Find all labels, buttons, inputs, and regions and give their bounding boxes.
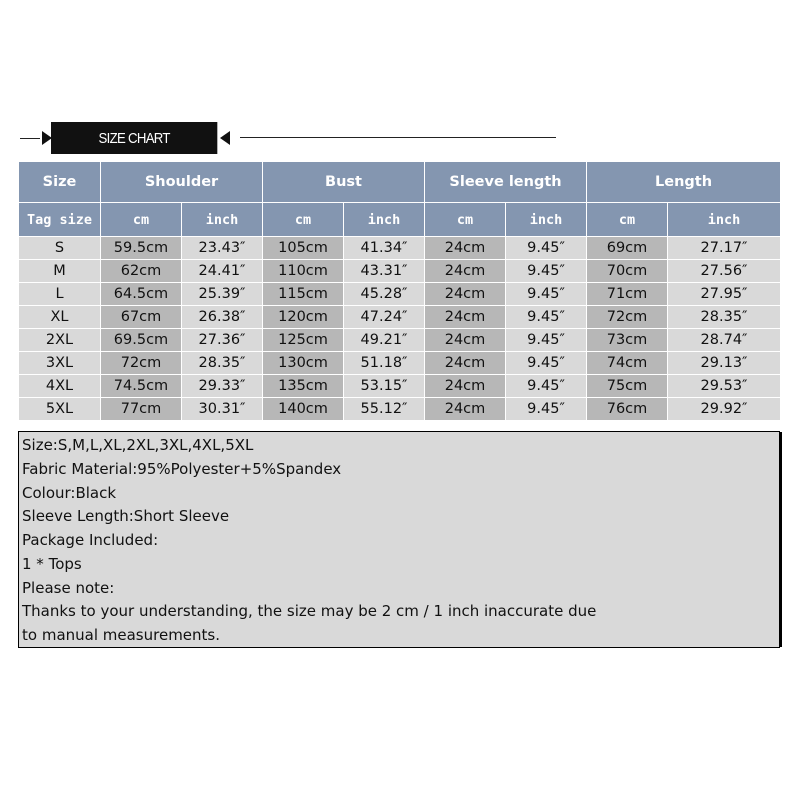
table-cell: 125cm [263,329,344,352]
table-cell: 24cm [425,237,506,260]
subheader-cell: cm [101,203,182,237]
table-cell: 69cm [587,237,668,260]
table-cell: 55.12″ [344,398,425,421]
table-cell: 69.5cm [101,329,182,352]
table-cell: 105cm [263,237,344,260]
table-cell: 110cm [263,260,344,283]
table-cell: 29.33″ [182,375,263,398]
row-size-label: 3XL [19,352,101,375]
info-package-label: Package Included: [22,531,159,549]
table-cell: 53.15″ [344,375,425,398]
table-cell: 62cm [101,260,182,283]
table-cell: 24.41″ [182,260,263,283]
row-size-label: XL [19,306,101,329]
subheader-row [19,203,781,237]
table-cell: 115cm [263,283,344,306]
subheader-cell: cm [263,203,344,237]
subheader-tag-size: Tag size [19,203,101,237]
table-row [19,352,781,375]
table-cell: 72cm [101,352,182,375]
table-cell: 135cm [263,375,344,398]
table-cell: 9.45″ [506,352,587,375]
table-cell: 43.31″ [344,260,425,283]
info-fabric-material: Fabric Material:95%Polyester+5%Spandex [22,460,342,478]
header-bust: Bust [263,162,425,203]
info-size: Size:S,M,L,XL,2XL,3XL,4XL,5XL [22,436,254,454]
row-size-label: 4XL [19,375,101,398]
table-row [19,398,781,421]
table-cell: 45.28″ [344,283,425,306]
banner-left-line [20,138,40,139]
info-note-label: Please note: [22,579,115,597]
table-cell: 25.39″ [182,283,263,306]
table-cell: 51.18″ [344,352,425,375]
table-row [19,329,781,352]
table-cell: 24cm [425,375,506,398]
table-cell: 59.5cm [101,237,182,260]
table-cell: 49.21″ [344,329,425,352]
subheader-cell: inch [668,203,781,237]
subheader-cell: cm [425,203,506,237]
table-cell: 73cm [587,329,668,352]
table-cell: 9.45″ [506,260,587,283]
table-cell: 24cm [425,398,506,421]
table-cell: 24cm [425,329,506,352]
table-cell: 9.45″ [506,375,587,398]
table-cell: 74cm [587,352,668,375]
table-cell: 71cm [587,283,668,306]
row-size-label: 2XL [19,329,101,352]
table-cell: 9.45″ [506,306,587,329]
table-cell: 64.5cm [101,283,182,306]
table-cell: 140cm [263,398,344,421]
info-colour: Colour:Black [22,484,117,502]
table-cell: 47.24″ [344,306,425,329]
header-size: Size [19,162,101,203]
table-cell: 75cm [587,375,668,398]
subheader-cell: inch [506,203,587,237]
table-cell: 27.17″ [668,237,781,260]
header-sleeve-length: Sleeve length [425,162,587,203]
size-chart-table [18,161,781,421]
table-cell: 77cm [101,398,182,421]
info-note-line-2: to manual measurements. [22,626,221,644]
size-chart-banner [18,118,558,158]
table-cell: 9.45″ [506,237,587,260]
table-cell: 30.31″ [182,398,263,421]
info-package-item: 1 * Tops [22,555,82,573]
table-cell: 29.92″ [668,398,781,421]
table-row [19,375,781,398]
header-row [19,162,781,203]
table-cell: 23.43″ [182,237,263,260]
table-cell: 70cm [587,260,668,283]
table-cell: 41.34″ [344,237,425,260]
table-cell: 26.38″ [182,306,263,329]
table-cell: 29.13″ [668,352,781,375]
table-row [19,306,781,329]
table-cell: 27.95″ [668,283,781,306]
table-cell: 74.5cm [101,375,182,398]
header-shoulder: Shoulder [101,162,263,203]
table-cell: 9.45″ [506,398,587,421]
box-shadow-edge [780,432,782,647]
table-row [19,237,781,260]
table-cell: 120cm [263,306,344,329]
subheader-cell: inch [182,203,263,237]
table-cell: 28.35″ [182,352,263,375]
product-info-box [18,431,780,648]
table-row [19,260,781,283]
table-cell: 24cm [425,352,506,375]
table-cell: 67cm [101,306,182,329]
table-cell: 27.36″ [182,329,263,352]
row-size-label: L [19,283,101,306]
table-cell: 24cm [425,306,506,329]
subheader-cell: inch [344,203,425,237]
table-cell: 28.74″ [668,329,781,352]
table-row [19,283,781,306]
header-length: Length [587,162,781,203]
table-cell: 9.45″ [506,283,587,306]
table-cell: 27.56″ [668,260,781,283]
table-cell: 24cm [425,260,506,283]
table-cell: 28.35″ [668,306,781,329]
table-cell: 72cm [587,306,668,329]
table-cell: 9.45″ [506,329,587,352]
table-cell: 29.53″ [668,375,781,398]
info-note-line-1: Thanks to your understanding, the size may be 2 cm / 1 inch inaccurate due [22,602,597,620]
banner-title: SIZE CHART [51,122,217,154]
table-cell: 76cm [587,398,668,421]
table-cell: 130cm [263,352,344,375]
row-size-label: M [19,260,101,283]
row-size-label: 5XL [19,398,101,421]
banner-right-line [240,137,556,138]
row-size-label: S [19,237,101,260]
subheader-cell: cm [587,203,668,237]
banner-right-arrow-icon [220,131,230,145]
table-cell: 24cm [425,283,506,306]
info-sleeve-length: Sleeve Length:Short Sleeve [22,507,230,525]
